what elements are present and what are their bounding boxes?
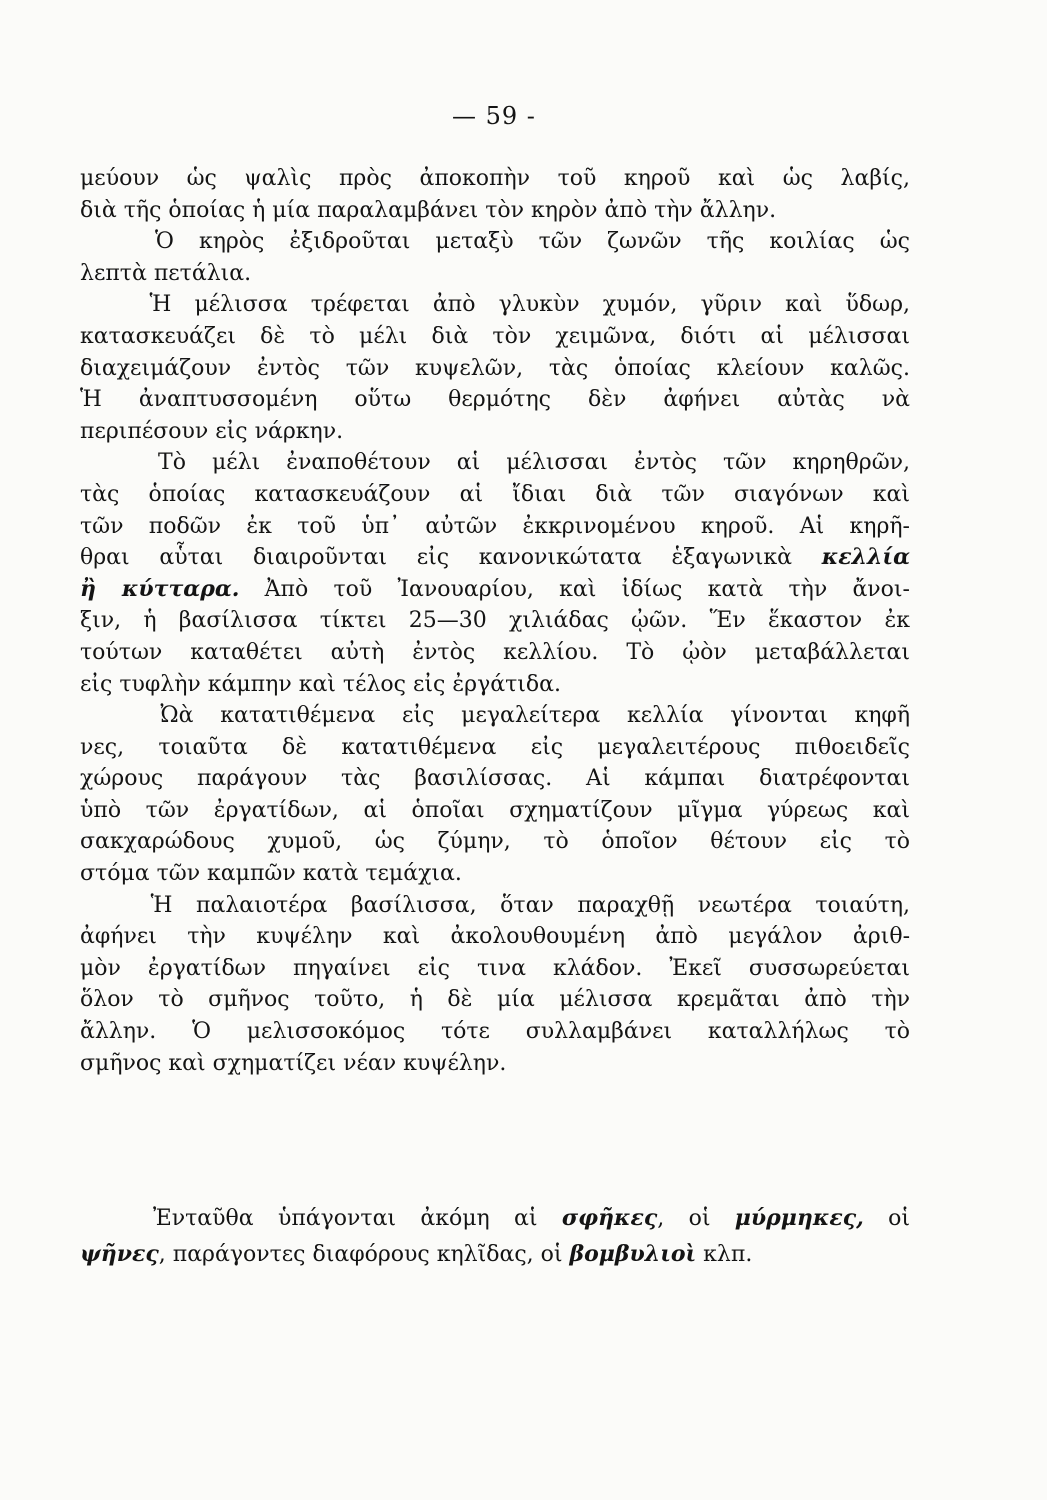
text-line: χώρους παράγουν τὰς βασιλίσσας. Αἱ κάμπαι διατρέφονται: [80, 766, 910, 792]
text-line: ξιν, ἡ βασίλισσα τίκτει 25—30 χιλιάδας ᾠῶν. Ἕν ἕκαστον ἐκ: [80, 608, 910, 634]
text-line: μὸν ἐργατίδων πηγαίνει εἰς τινα κλάδον. Ἐκεῖ συσσωρεύεται: [80, 955, 910, 981]
text-run: θραι αὗται διαιροῦνται εἰς κανονικώτατα ἑξαγωνικὰ: [80, 545, 792, 571]
text-line: μεύουν ὡς ψαλὶς πρὸς ἀποκοπὴν τοῦ κηροῦ καὶ ὡς λαβίς,: [80, 166, 910, 191]
text-run: Ἀπὸ τοῦ Ἰανουαρίου, καὶ ἰδίως κατὰ τὴν ἄνοι-: [239, 576, 910, 602]
text-line: διὰ τῆς ὁποίας ἡ μία παραλαμβάνει τὸν κηρὸν ἀπὸ τὴν ἄλλην.: [80, 197, 777, 223]
text-line: [80, 542, 910, 574]
text-line: ἄλλην. Ὁ μελισσοκόμος τότε συλλαμβάνει καταλλήλως τὸ: [80, 1019, 910, 1045]
emphasized-term: βομβυλιοὶ: [569, 1241, 697, 1267]
text-line: τῶν ποδῶν ἐκ τοῦ ὑπ᾿ αὐτῶν ἐκκρινομένου κηροῦ. Αἱ κηρῆ-: [80, 513, 910, 539]
text-line: Ἡ παλαιοτέρα βασίλισσα, ὅταν παραχθῇ νεωτέρα τοιαύτη,: [80, 892, 910, 918]
text-line: εἰς τυφλὴν κάμπην καὶ τέλος εἰς ἐργάτιδα.: [80, 671, 561, 697]
text-line: τὰς ὁποίας κατασκευάζουν αἱ ἴδιαι διὰ τῶν σιαγόνων καὶ: [80, 481, 910, 507]
text-line: ἀφήνει τὴν κυψέλην καὶ ἀκολουθουμένη ἀπὸ μεγάλον ἀριθ-: [80, 924, 910, 950]
text-line: Ὠὰ κατατιθέμενα εἰς μεγαλείτερα κελλία γίνονται κηφῆ: [80, 703, 910, 729]
text-line: Ἡ ἀναπτυσσομένη οὕτω θερμότης δὲν ἀφήνει αὐτὰς νὰ: [80, 387, 910, 413]
text-run: κλπ.: [696, 1242, 753, 1267]
text-line: κατασκευάζει δὲ τὸ μέλι διὰ τὸν χειμῶνα, διότι αἱ μέλισσαι: [80, 323, 910, 349]
page-number: — 59 -: [452, 102, 536, 130]
text-run: , παράγοντες διαφόρους κηλῖδας, οἱ: [158, 1242, 570, 1267]
emphasized-term: ψῆνες: [80, 1241, 159, 1267]
text-line: περιπέσουν εἰς νάρκην.: [80, 418, 344, 444]
text-line: [80, 1200, 910, 1236]
body-text: [80, 163, 910, 1079]
emphasized-term: μύρμηκες,: [734, 1205, 864, 1231]
text-line: διαχειμάζουν ἐντὸς τῶν κυψελῶν, τὰς ὁποίας κλείουν καλῶς.: [80, 355, 910, 381]
text-line: ὑπὸ τῶν ἐργατίδων, αἱ ὁποῖαι σχηματίζουν μῖγμα γύρεως καὶ: [80, 797, 910, 823]
text-line: τούτων καταθέτει αὐτὴ ἐντὸς κελλίου. Τὸ ᾠὸν μεταβάλλεται: [80, 639, 910, 665]
text-line: λεπτὰ πετάλια.: [80, 260, 252, 286]
text-line: σακχαρώδους χυμοῦ, ὡς ζύμην, τὸ ὁποῖον θέτουν εἰς τὸ: [80, 829, 910, 855]
text-run: Ἐνταῦθα ὑπάγονται ἀκόμη αἱ: [80, 1206, 562, 1231]
emphasized-term: ἢ κύτταρα.: [80, 575, 240, 602]
emphasized-term: σφῆκες: [561, 1205, 658, 1231]
text-run: , οἱ: [657, 1206, 735, 1231]
text-line: νες, τοιαῦτα δὲ κατατιθέμενα εἰς μεγαλειτέρους πιθοειδεῖς: [80, 734, 910, 760]
text-line: σμῆνος καὶ σχηματίζει νέαν κυψέλην.: [80, 1050, 507, 1076]
closing-paragraph: [80, 1200, 910, 1272]
text-line: Ἡ μέλισσα τρέφεται ἀπὸ γλυκὺν χυμόν, γῦριν καὶ ὕδωρ,: [80, 292, 910, 318]
text-line: [80, 574, 910, 606]
emphasized-term: κελλία: [821, 544, 911, 571]
text-run: οἱ: [863, 1206, 910, 1231]
text-line: ὅλον τὸ σμῆνος τοῦτο, ἡ δὲ μία μέλισσα κρεμᾶται ἀπὸ τὴν: [80, 987, 910, 1013]
text-line: Τὸ μέλι ἐναποθέτουν αἱ μέλισσαι ἐντὸς τῶν κηρηθρῶν,: [80, 450, 910, 476]
text-line: στόμα τῶν καμπῶν κατὰ τεμάχια.: [80, 861, 462, 887]
text-line: Ὁ κηρὸς ἐξιδροῦται μεταξὺ τῶν ζωνῶν τῆς κοιλίας ὡς: [80, 229, 910, 255]
text-line: [80, 1236, 910, 1272]
